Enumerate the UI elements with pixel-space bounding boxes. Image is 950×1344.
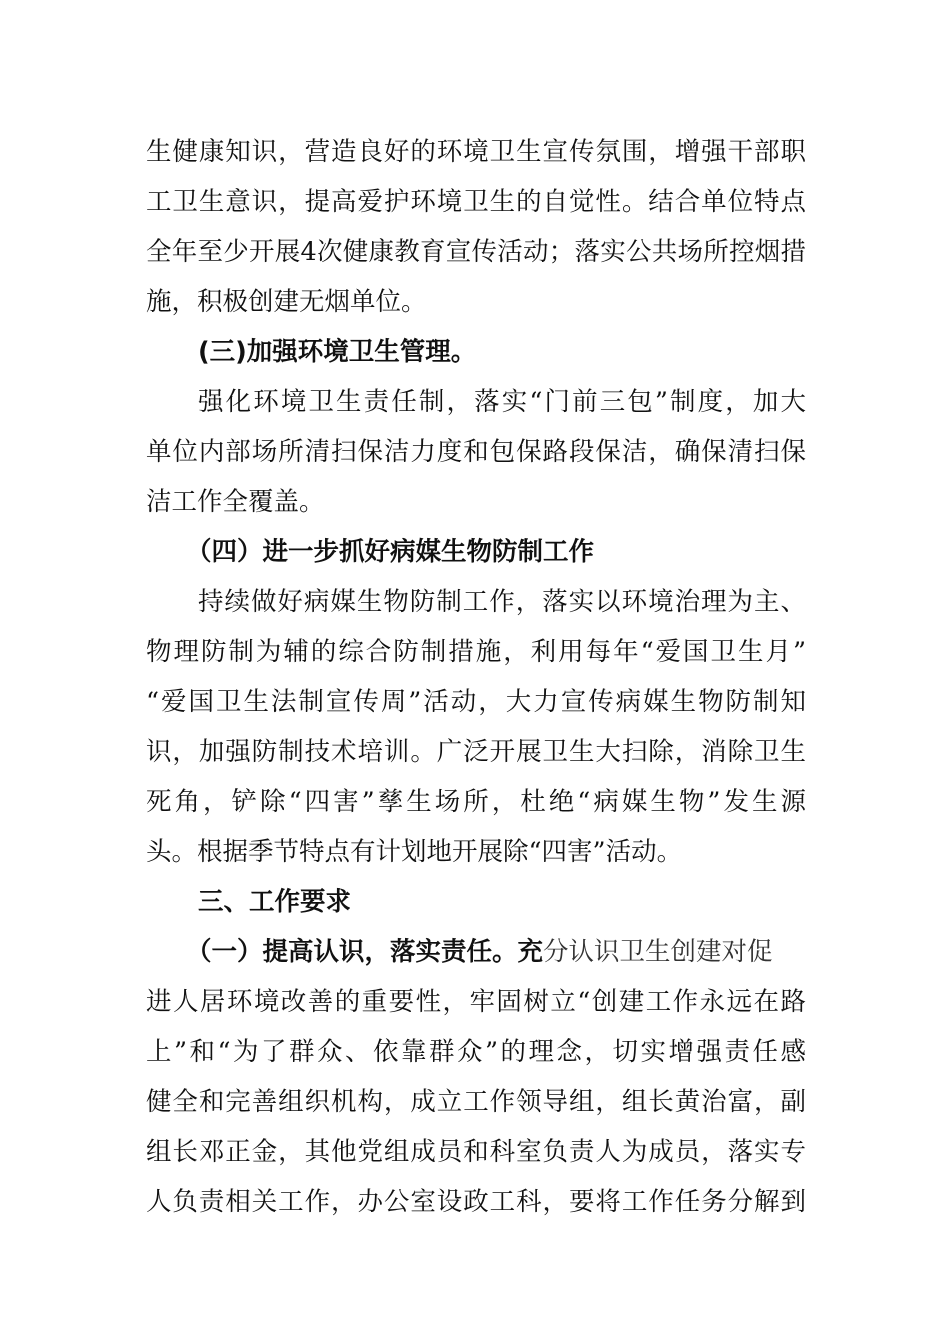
paragraph-line: 上”和“为了群众、依靠群众”的理念，切实增强责任感 bbox=[146, 1037, 806, 1067]
mixed-heading-line bbox=[186, 932, 806, 972]
paragraph-line: 识，加强防制技术培训。广泛开展卫生大扫除，消除卫生 bbox=[146, 737, 806, 767]
paragraph-line: 单位内部场所清扫保洁力度和包保路段保洁，确保清扫保 bbox=[146, 437, 806, 467]
paragraph-line: 组长邓正金，其他党组成员和科室负责人为成员，落实专 bbox=[146, 1137, 806, 1167]
paragraph-line: 持续做好病媒生物防制工作，落实以环境治理为主、 bbox=[198, 587, 806, 617]
paragraph-line: 健全和完善组织机构，成立工作领导组，组长黄治富，副 bbox=[146, 1087, 806, 1117]
paragraph-line: 生健康知识，营造良好的环境卫生宣传氛围，增强干部职 bbox=[146, 137, 806, 167]
paragraph-line: 进人居环境改善的重要性，牢固树立“创建工作永远在路 bbox=[146, 987, 806, 1017]
paragraph-line: 工卫生意识，提高爱护环境卫生的自觉性。结合单位特点 bbox=[146, 187, 806, 217]
paragraph-line: “爱国卫生法制宣传周”活动，大力宣传病媒生物防制知 bbox=[146, 687, 806, 717]
paragraph-line: 强化环境卫生责任制，落实“门前三包”制度，加大 bbox=[198, 387, 806, 417]
subheading-normal-text: 分认识卫生创建对促 bbox=[543, 937, 773, 967]
subheading-bold-text: （一）提高认识，落实责任。充 bbox=[186, 937, 544, 967]
paragraph-line: 物理防制为辅的综合防制措施，利用每年“爱国卫生月” bbox=[146, 637, 806, 667]
section-heading-4: （四）进一步抓好病媒生物防制工作 bbox=[186, 537, 595, 567]
paragraph-line: 死角，铲除“四害”孳生场所，杜绝“病媒生物”发生源 bbox=[146, 787, 806, 817]
section-heading-3: (三)加强环境卫生管理。 bbox=[198, 337, 477, 367]
chapter-heading-3: 三、工作要求 bbox=[198, 887, 352, 917]
paragraph-line: 人负责相关工作，办公室设政工科，要将工作任务分解到 bbox=[146, 1187, 806, 1217]
paragraph-line: 洁工作全覆盖。 bbox=[146, 487, 325, 517]
paragraph-line: 施，积极创建无烟单位。 bbox=[146, 287, 427, 317]
paragraph-line: 头。根据季节特点有计划地开展除“四害”活动。 bbox=[146, 837, 683, 867]
paragraph-line: 全年至少开展4次健康教育宣传活动；落实公共场所控烟措 bbox=[146, 237, 806, 267]
